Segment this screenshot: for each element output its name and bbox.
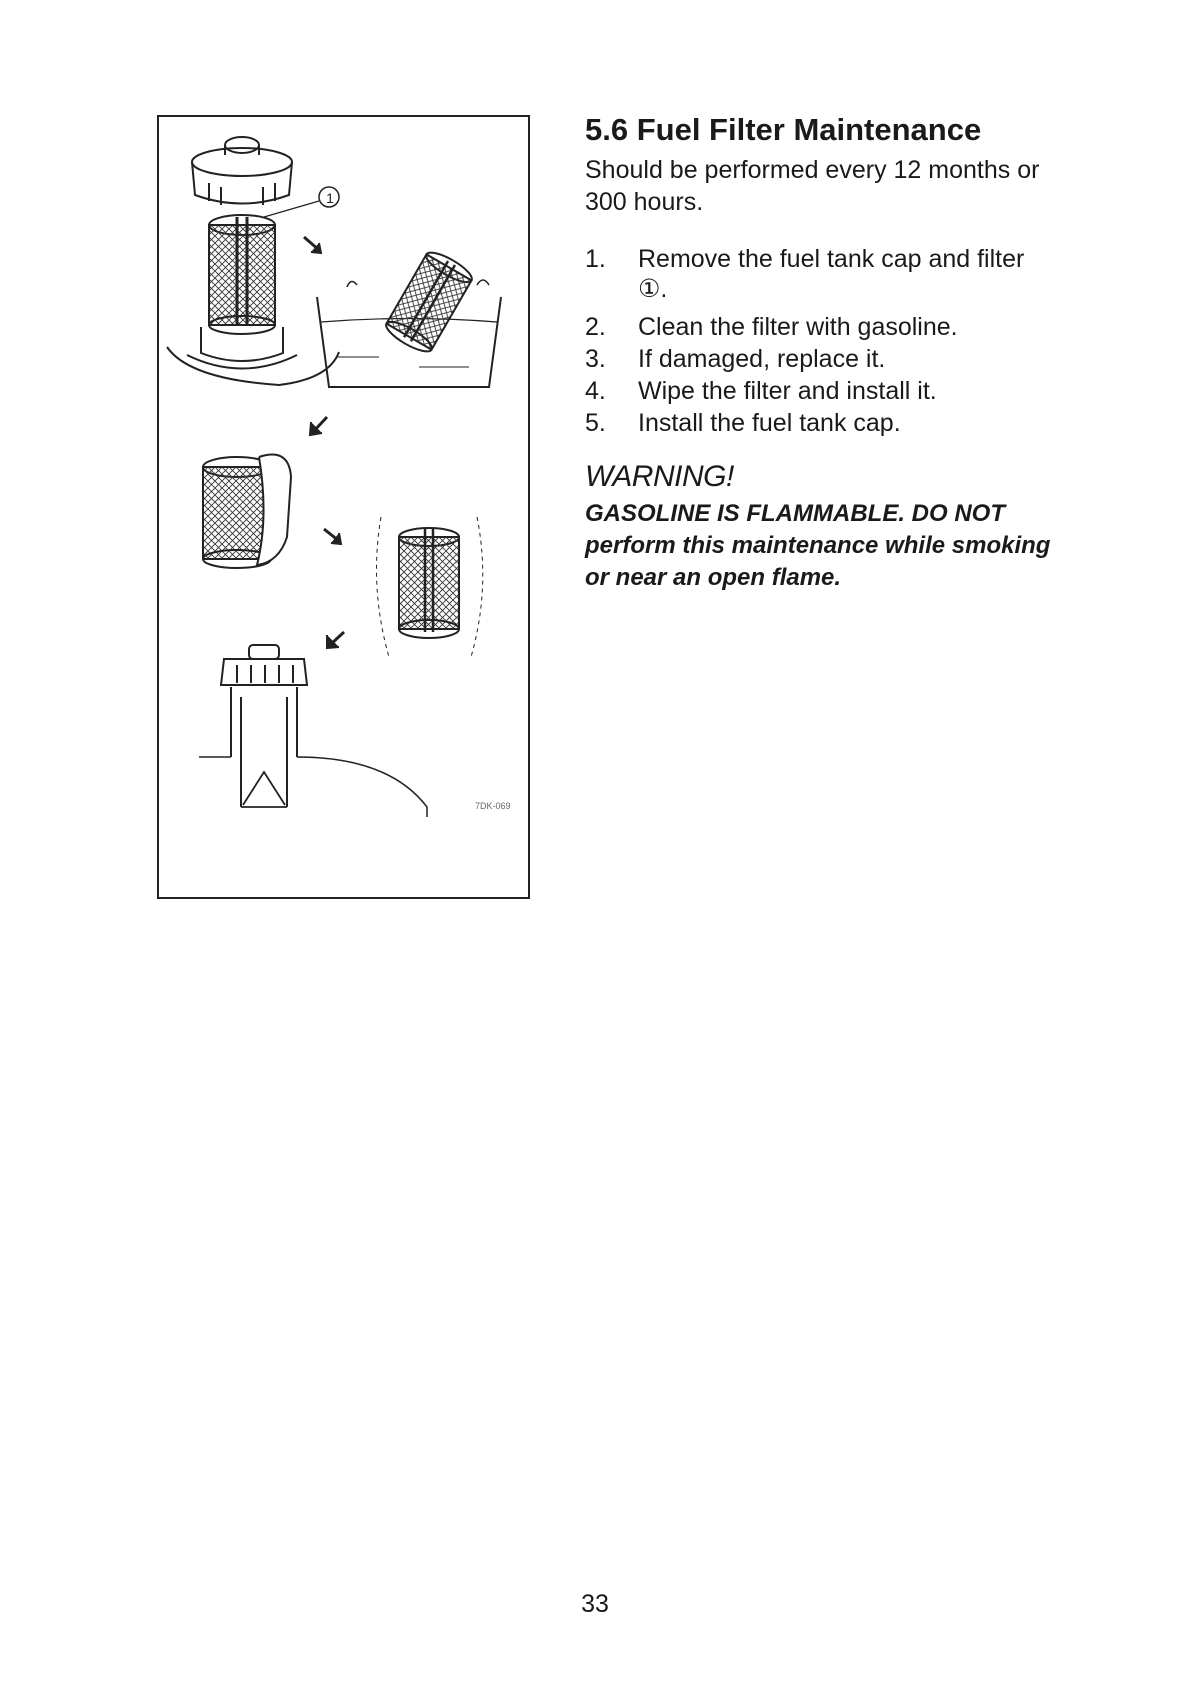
list-item [585, 244, 1105, 304]
filter-icon [209, 215, 275, 334]
tank-cap-icon [192, 137, 292, 205]
warning-title: WARNING! [585, 460, 734, 493]
step-text: If damaged, replace it. [638, 345, 886, 373]
list-item [585, 408, 1105, 438]
filter-with-cloth-icon [203, 455, 291, 569]
step-number: 1. [585, 245, 606, 273]
callout-number: 1 [326, 190, 334, 206]
section-intro: Should be performed every 12 months or 300 hours. [585, 156, 1040, 216]
step-number: 3. [585, 345, 606, 373]
step-text: Remove the fuel tank cap and filter ①. [638, 245, 1025, 303]
figure-code: 7DK-069 [475, 801, 511, 811]
step-number: 2. [585, 313, 606, 341]
installed-cap-icon [199, 645, 427, 817]
steps-list [585, 244, 1105, 438]
page-number: 33 [581, 1590, 609, 1618]
step-number: 5. [585, 409, 606, 437]
step-text: Install the fuel tank cap. [638, 409, 901, 437]
list-item [585, 344, 1105, 374]
fuel-filter-illustration [157, 115, 530, 899]
text-column [585, 112, 1105, 594]
section-title: 5.6 Fuel Filter Maintenance [585, 112, 982, 147]
step-number: 4. [585, 377, 606, 405]
list-item [585, 376, 1105, 406]
filter-in-basin-icon [382, 247, 475, 356]
step-text: Clean the filter with gasoline. [638, 313, 958, 341]
clean-filter-icon [377, 517, 483, 657]
warning-body: GASOLINE IS FLAMMABLE. DO NOT perform this maintenance while smoking or near an open flame. [585, 500, 1051, 591]
list-item [585, 312, 1105, 342]
step-text: Wipe the filter and install it. [638, 377, 937, 405]
illustration-drawing [159, 117, 528, 897]
